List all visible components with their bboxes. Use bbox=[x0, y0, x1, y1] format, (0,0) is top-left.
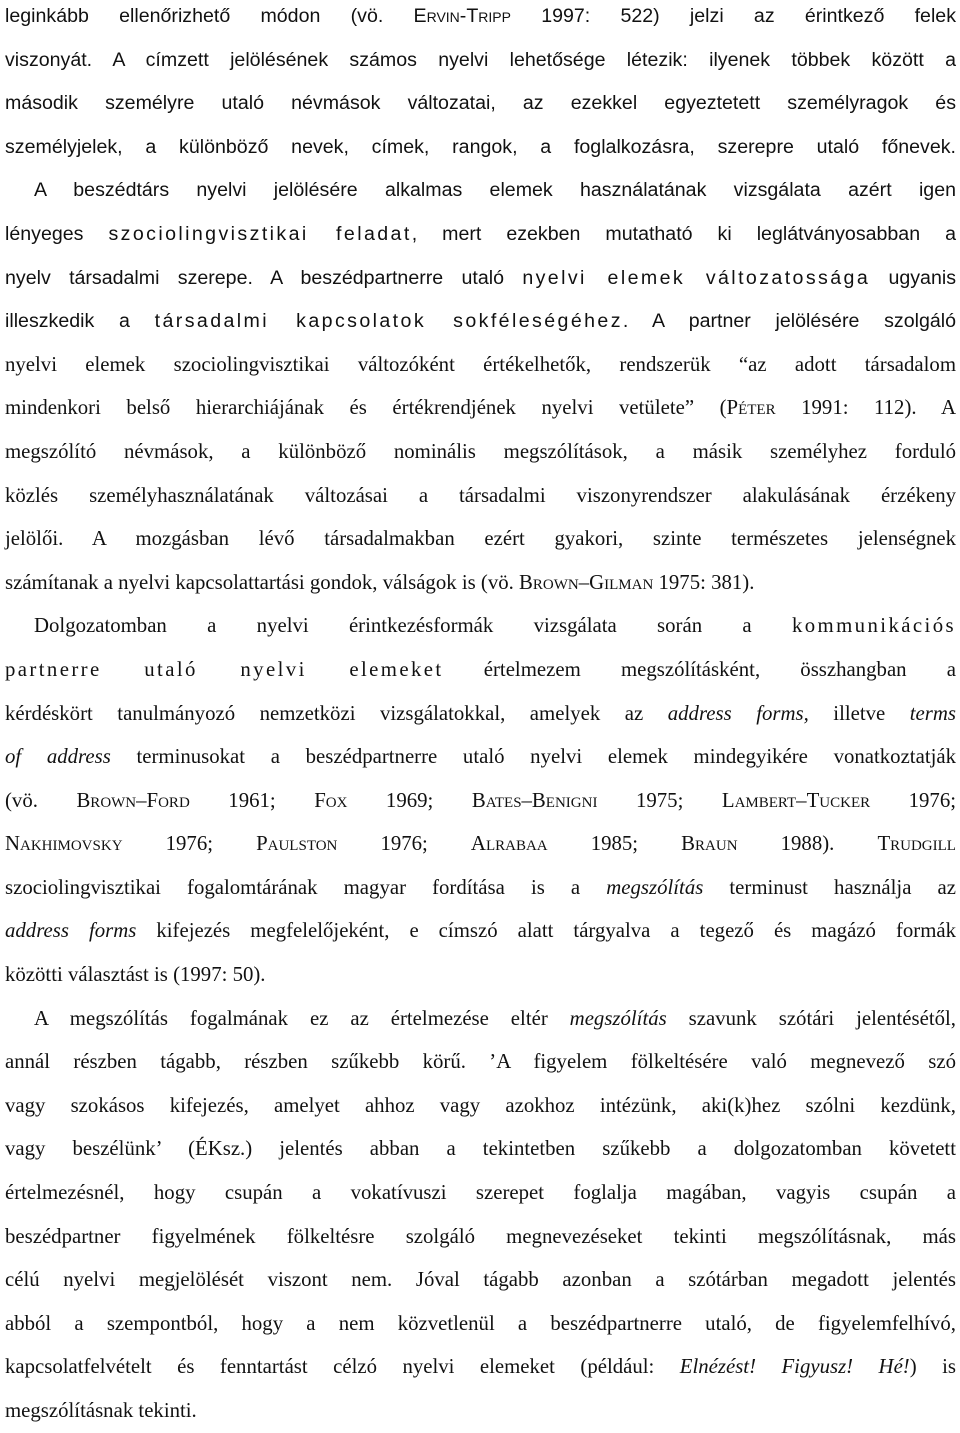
text-run: 1976; bbox=[337, 832, 471, 856]
text-run: megszólításként bbox=[620, 657, 755, 681]
text-run: mindenkori belső hierarchiájának és értékrendjének nyelvi vetülete” ( bbox=[5, 396, 727, 420]
text-line bbox=[5, 386, 956, 430]
text-run: leginkább ellenőrizhető módon (vö. bbox=[5, 5, 414, 27]
text-run: számítanak a nyelvi kapcsolattartási gondok, válságok is (vö. bbox=[5, 570, 520, 594]
text-line bbox=[5, 1302, 956, 1346]
text-run: közötti választást is (1997: 50). bbox=[5, 963, 266, 987]
text-run: kérdéskört tanulmányozó nemzetközi vizsgálatokkal, amelyek az bbox=[5, 701, 668, 725]
text-run: megszólítás bbox=[606, 875, 704, 899]
text-run: Fox bbox=[314, 788, 348, 812]
text-line bbox=[5, 0, 956, 38]
text-line bbox=[5, 1127, 956, 1171]
text-line bbox=[5, 779, 956, 823]
text-run: , mert ezekben mutatható ki leglátványosabban a bbox=[411, 222, 956, 245]
text-run: . A partner jelölésére szolgáló bbox=[622, 310, 956, 333]
text-line bbox=[5, 561, 956, 605]
text-line bbox=[5, 953, 956, 997]
text-run: partnerre utaló nyelvi elemeket bbox=[5, 657, 444, 681]
text-run: szociolingvisztikai fogalomtárának magyar fordítása is a bbox=[5, 875, 607, 899]
text-run: Ervin-Tripp bbox=[413, 5, 511, 27]
text-run: lényeges bbox=[5, 222, 109, 245]
text-run: (vö. bbox=[5, 788, 77, 812]
text-run: értelmezem bbox=[443, 657, 621, 681]
text-line bbox=[5, 648, 956, 692]
text-line bbox=[5, 997, 956, 1041]
text-line bbox=[5, 604, 956, 648]
text-run: megszólító névmások, a különböző nominális megszólítások, a másik személyhez forduló bbox=[5, 439, 956, 463]
text-line bbox=[5, 909, 956, 953]
text-run: kifejezés megfelelőjeként, e címszó alatt tárgyalva a tegező és magázó formák bbox=[136, 919, 957, 943]
text-run: Brown–Gilman bbox=[519, 570, 654, 594]
text-line bbox=[5, 1389, 956, 1433]
text-run: megszólításnak tekinti. bbox=[5, 1399, 197, 1422]
text-run: Paulston bbox=[256, 832, 338, 856]
text-run: 1988). bbox=[737, 832, 878, 856]
text-line bbox=[5, 299, 956, 343]
text-run: Alrabaa bbox=[470, 832, 548, 856]
text-line bbox=[5, 343, 956, 387]
text-run: 1975; bbox=[597, 788, 722, 812]
text-run: 1997: 522) jelzi az érintkező felek bbox=[510, 5, 956, 27]
text-run: viszonyát. A címzett jelölésének számos nyelvi lehetősége létezik: ilyenek többek között a bbox=[5, 48, 956, 71]
text-run: of address bbox=[5, 745, 111, 769]
text-run: célú nyelvi megjelölését viszont nem. Jóval tágabb azonban a szótárban megadott jelentés bbox=[5, 1268, 956, 1292]
text-run: jelölői. A mozgásban lévő társadalmakban ezért gyakori, szinte természetes jelenségnek bbox=[5, 527, 956, 551]
text-run: társadalmi kapcsolatok sokféleségéhez bbox=[154, 310, 623, 333]
text-line bbox=[5, 822, 956, 866]
text-run: Dolgozatomban a nyelvi érintkezésformák vizsgálata során a bbox=[34, 614, 792, 638]
text-line bbox=[5, 1084, 956, 1128]
text-run: terminusokat a beszédpartnerre utaló nyelvi elemek mindegyikére vonatkoztatják bbox=[110, 745, 957, 769]
text-run: Lambert–Tucker bbox=[721, 788, 871, 812]
text-line bbox=[5, 125, 956, 169]
text-run: közlés személyhasználatának változásai a társadalmi viszonyrendszer alakulásának érzékeny bbox=[5, 483, 956, 507]
text-run: A beszédtárs nyelvi jelölésére alkalmas elemek használatának vizsgálata azért igen bbox=[34, 179, 956, 202]
text-line bbox=[5, 692, 956, 736]
text-run: vagy szokásos kifejezés, amelyet ahhoz vagy azokhoz intézünk, aki(k)hez szólni kezdünk, bbox=[5, 1093, 956, 1117]
text-run: Braun bbox=[681, 832, 738, 856]
text-run: address forms, bbox=[667, 701, 809, 725]
text-run: szociolingvisztikai feladat bbox=[108, 222, 412, 245]
text-run: illeszkedik a bbox=[5, 310, 155, 333]
text-run: kommunikációs bbox=[791, 614, 956, 638]
text-run: terminust használja az bbox=[703, 875, 956, 899]
text-run: 1976; bbox=[122, 832, 257, 856]
text-run: 1991: 112). A bbox=[775, 396, 956, 420]
document-page bbox=[5, 0, 956, 1433]
text-run: , összhangban a bbox=[754, 657, 956, 681]
text-line bbox=[5, 735, 956, 779]
text-run: Nakhimovsky bbox=[5, 832, 123, 856]
text-line bbox=[5, 517, 956, 561]
text-run: beszédpartner figyelmének fölkeltésre szolgáló megnevezéseket tekinti megszólításnak, más bbox=[5, 1224, 956, 1248]
text-run: 1969; bbox=[347, 788, 472, 812]
text-line bbox=[5, 1345, 956, 1389]
text-run: 1976; bbox=[870, 788, 957, 812]
text-run: Bates–Benigni bbox=[471, 788, 598, 812]
text-run: A megszólítás fogalmának ez az értelmezése eltér bbox=[34, 1006, 570, 1030]
text-run: 1975: 381). bbox=[653, 570, 755, 594]
text-run: megszólítás bbox=[569, 1006, 667, 1030]
text-run: ugyanis bbox=[870, 266, 956, 289]
text-run: értelmezésnél, hogy csupán a vokatívuszi szerepet foglalja magában, vagyis csupán a bbox=[5, 1181, 956, 1205]
text-line bbox=[5, 168, 956, 212]
text-run: Trudgill bbox=[877, 832, 956, 856]
text-line bbox=[5, 1171, 956, 1215]
text-run: vagy beszélünk’ (ÉKsz.) jelentés abban a tekintetben szűkebb a dolgozatomban követett bbox=[5, 1137, 956, 1161]
text-run: terms bbox=[909, 701, 956, 725]
text-run: Elnézést! Figyusz! Hé! bbox=[679, 1355, 910, 1379]
text-line bbox=[5, 474, 956, 518]
text-run: annál részben tágabb, részben szűkebb körű. ’A figyelem fölkeltésére való megnevező szó bbox=[5, 1050, 956, 1074]
text-run: ) is bbox=[909, 1355, 956, 1379]
text-run: kapcsolatfelvételt és fenntartást célzó nyelvi elemeket (például: bbox=[5, 1355, 680, 1379]
text-line bbox=[5, 1258, 956, 1302]
text-run: Péter bbox=[726, 396, 776, 420]
text-line bbox=[5, 212, 956, 256]
text-line bbox=[5, 430, 956, 474]
text-run: szavunk szótári jelentésétől, bbox=[666, 1006, 956, 1030]
text-run: második személyre utaló névmások változatai, az ezekkel egyeztetett személyragok és bbox=[5, 92, 956, 115]
text-run: nyelv társadalmi szerepe. A beszédpartnerre utaló bbox=[5, 266, 523, 289]
text-run: nyelvi elemek szociolingvisztikai változóként értékelhetők, rendszerük “az adott társadalom bbox=[5, 352, 956, 376]
text-line bbox=[5, 38, 956, 82]
text-run: illetve bbox=[808, 701, 910, 725]
text-run: 1985; bbox=[547, 832, 682, 856]
text-line bbox=[5, 256, 956, 300]
text-run: abból a szempontból, hogy a nem közvetlenül a beszédpartnerre utaló, de figyelemfelhívó, bbox=[5, 1311, 956, 1335]
text-line bbox=[5, 81, 956, 125]
text-line bbox=[5, 1040, 956, 1084]
text-run: address forms bbox=[5, 919, 137, 943]
text-run: személyjelek, a különböző nevek, címek, rangok, a foglalkozásra, szerepre utaló főnevek. bbox=[5, 135, 956, 158]
text-run: 1961; bbox=[189, 788, 315, 812]
text-line bbox=[5, 1215, 956, 1259]
text-run: Brown–Ford bbox=[76, 788, 190, 812]
text-run: nyelvi elemek változatossága bbox=[522, 266, 871, 289]
text-line bbox=[5, 866, 956, 910]
